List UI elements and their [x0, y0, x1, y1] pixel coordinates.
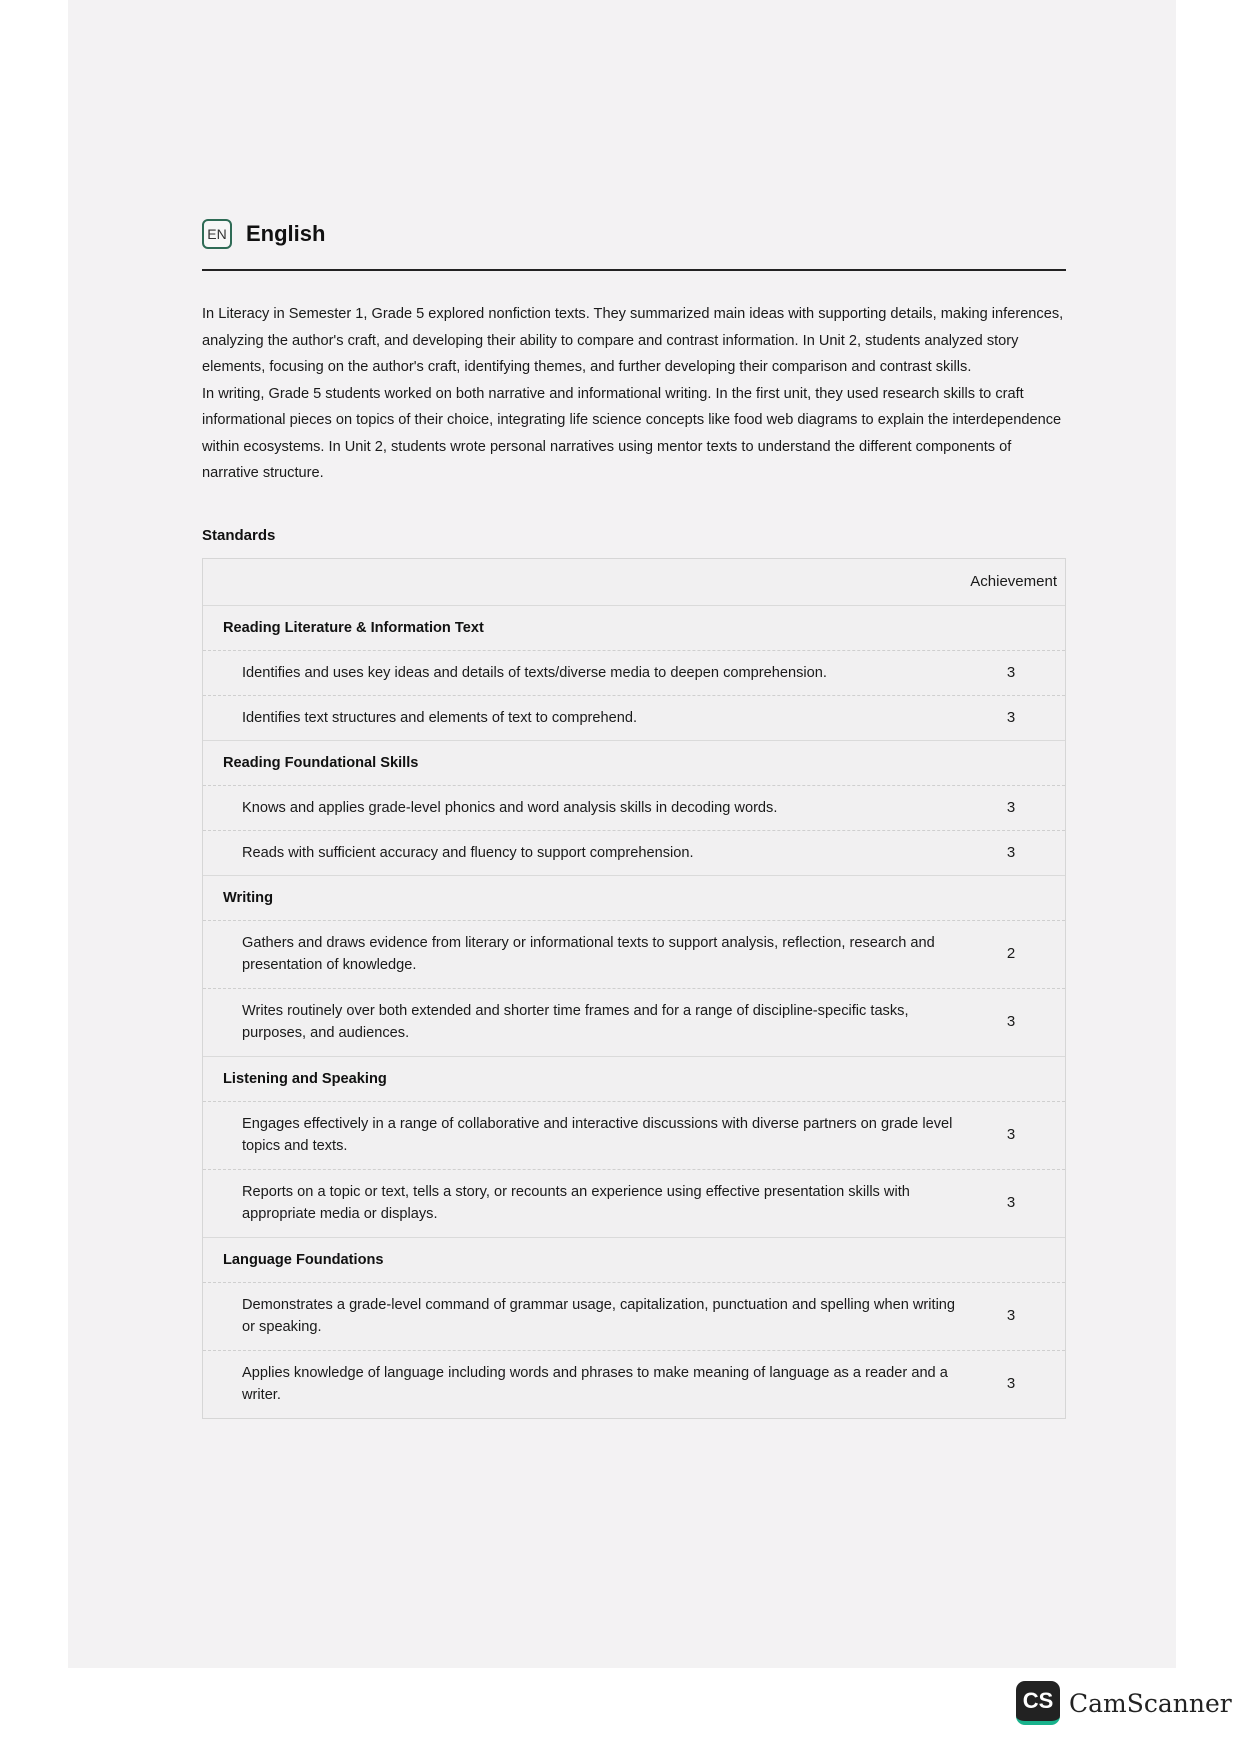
group-heading: Reading Foundational Skills [203, 740, 1065, 785]
standard-row [203, 920, 1065, 988]
standard-text: Identifies text structures and elements of text to comprehend. [242, 709, 638, 726]
intro-paragraph-writing: In writing, Grade 5 students worked on both narrative and informational writing. In the first unit, they used research skills to craft informational pieces on topics of their choice, integrating life science concepts like food web diagrams to explain the interdependence within ecosystems. In Unit 2, students wrote personal narratives using mentor texts to understand the different components of narrative structure. [202, 385, 1062, 481]
achievement-score: 3 [1006, 1194, 1016, 1211]
intro-text [202, 301, 1066, 487]
achievement-score: 3 [1006, 1375, 1016, 1392]
standard-row [203, 988, 1065, 1056]
subject-header [202, 214, 1066, 254]
intro-paragraph-literacy: In Literacy in Semester 1, Grade 5 explored nonfiction texts. They summarized main ideas with supporting details, making inferences, analyzing the author's craft, and developing their ability to compare and contrast information. In Unit 2, students analyzed story elements, focusing on the author's craft, identifying themes, and further developing their comparison and contrast skills. [202, 306, 1064, 375]
standard-row [203, 1101, 1065, 1169]
table-header [203, 559, 1065, 605]
achievement-score: 3 [1006, 843, 1016, 861]
header-divider [202, 269, 1066, 271]
standard-text: Gathers and draws evidence from literary or informational texts to support analysis, reflection, research and presentation of knowledge. [242, 935, 935, 973]
standard-row [203, 1350, 1065, 1418]
standard-text: Applies knowledge of language including words and phrases to make meaning of language as a reader and a writer. [242, 1365, 948, 1403]
group-heading: Reading Literature & Information Text [203, 605, 1065, 650]
standard-text: Reads with sufficient accuracy and fluency to support comprehension. [242, 844, 694, 861]
standard-text: Engages effectively in a range of collaborative and interactive discussions with diverse partners on grade level topics and texts. [242, 1116, 953, 1154]
standards-title: Standards [202, 526, 276, 544]
subject-title: English [246, 221, 326, 246]
standard-text: Knows and applies grade-level phonics and word analysis skills in decoding words. [242, 799, 778, 816]
achievement-score: 3 [1006, 1013, 1016, 1030]
camscanner-logo-icon: CS [1016, 1681, 1060, 1725]
group-heading: Writing [203, 875, 1065, 920]
achievement-score: 3 [1006, 1307, 1016, 1324]
group-heading: Language Foundations [203, 1237, 1065, 1282]
standard-row [203, 695, 1065, 740]
group-heading: Listening and Speaking [203, 1056, 1065, 1101]
standard-text: Identifies and uses key ideas and details of texts/diverse media to deepen comprehension. [242, 664, 827, 681]
standard-text: Writes routinely over both extended and shorter time frames and for a range of discipline-specific tasks, purposes, and audiences. [242, 1003, 909, 1041]
standard-row [203, 830, 1065, 875]
achievement-score: 2 [1006, 945, 1016, 962]
camscanner-name: CamScanner [1069, 1688, 1232, 1718]
achievement-score: 3 [1006, 663, 1016, 681]
standards-table [202, 558, 1066, 1419]
standard-row [203, 1169, 1065, 1237]
achievement-score: 3 [1006, 798, 1016, 816]
achievement-column-header: Achievement [970, 573, 1057, 590]
standard-text: Reports on a topic or text, tells a story, or recounts an experience using effective presentation skills with appropriate media or displays. [242, 1184, 910, 1222]
camscanner-watermark [1016, 1681, 1232, 1725]
standard-row [203, 650, 1065, 695]
achievement-score: 3 [1006, 1126, 1016, 1143]
achievement-score: 3 [1006, 708, 1016, 726]
standard-row [203, 1282, 1065, 1350]
standard-row [203, 785, 1065, 830]
report-section [202, 214, 1066, 1419]
subject-badge: EN [202, 219, 232, 249]
standard-text: Demonstrates a grade-level command of grammar usage, capitalization, punctuation and spelling when writing or speaking. [242, 1297, 956, 1335]
